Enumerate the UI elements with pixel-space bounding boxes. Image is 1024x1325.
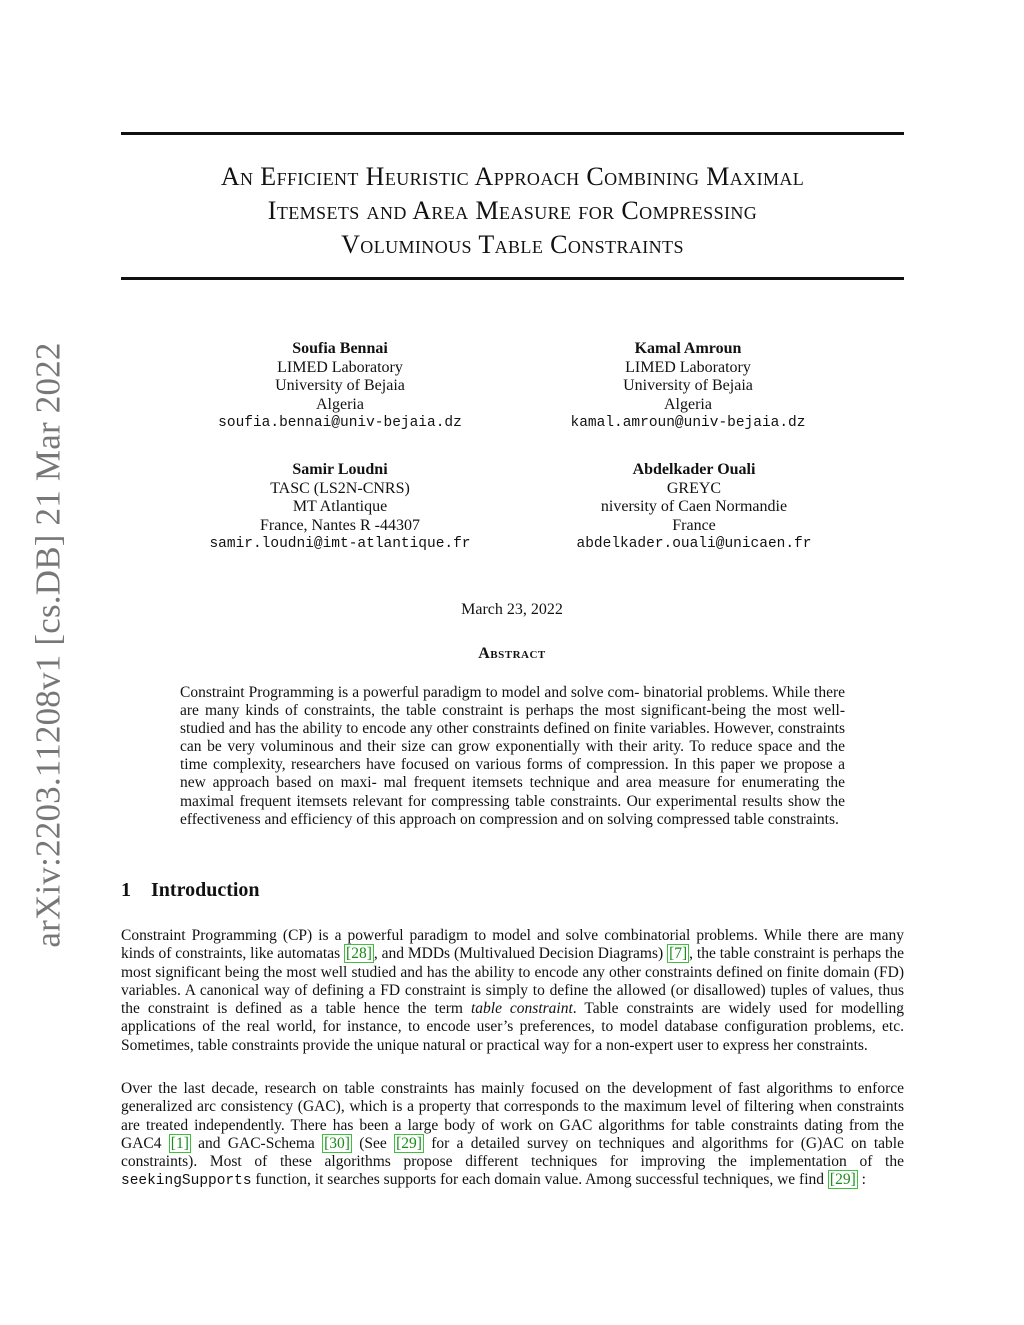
author-block — [190, 340, 490, 433]
citation-link[interactable]: [1] — [170, 1134, 189, 1152]
abstract-heading: Abstract — [478, 645, 546, 662]
author-institution: niversity of Caen Normandie — [600, 498, 788, 515]
citation-link[interactable]: [29] — [829, 1171, 856, 1189]
author-affiliation: GREYC — [666, 479, 722, 497]
author-block — [538, 340, 838, 433]
intro-paragraph-1: Constraint Programming (CP) is a powerful paradigm to model and solve combinatorial problems. While there are many kinds of constraints, like automatas [28] , and MDDs (Multivalued Decision Diagrams) [7] , the table constraint is perhaps the most significant being the most well studied and has the ability to encode any other constraints defined on finite domain (FD) variables. A canonical way of defining a FD constraint is simply to define the allowed (or disallowed) tuples of values, thus the constraint is defined as a table hence the term table constraint. Table constraints are widely used for modelling applications of the real world, for instance, to encode user’s preferences, to model database configuration problems, etc. Sometimes, table constraints provide the unique natural or practical way for a non-expert user to express her constraints. — [121, 927, 904, 1054]
section-number: 1 — [121, 879, 131, 901]
author-block — [190, 461, 490, 554]
title-line: Itemsets and Area Measure for Compressing — [267, 196, 758, 225]
author-email[interactable]: soufia.bennai@univ-bejaia.dz — [218, 415, 462, 431]
citation-link[interactable]: [28] — [346, 945, 372, 963]
author-email[interactable]: abdelkader.ouali@unicaen.fr — [576, 536, 812, 552]
author-institution: University of Bejaia — [623, 377, 753, 394]
paper-title — [121, 160, 904, 262]
author-name: Kamal Amroun — [634, 340, 742, 357]
author-location: France, Nantes R -44307 — [260, 516, 420, 534]
title-line: Voluminous Table Constraints — [341, 230, 684, 259]
author-email[interactable]: samir.loudni@imt-atlantique.fr — [209, 536, 471, 552]
publication-date: March 23, 2022 — [461, 601, 563, 618]
author-name: Abdelkader Ouali — [632, 461, 756, 478]
author-location: Algeria — [664, 395, 712, 413]
section-title: Introduction — [151, 879, 260, 901]
function-name: seekingSupports — [121, 1173, 252, 1190]
section-heading — [121, 879, 260, 902]
intro-paragraph-2: Over the last decade, research on table constraints has mainly focused on the development of fast algorithms to enforce generalized arc consistency (GAC), which is a property that corresponds to the maximum level of filtering when constraints are treated independently. There has been a large body of work on GAC algorithms for table constraints dating from the GAC4 [1] and GAC-Schema [30] (See [29] for a detailed survey on techniques and algorithms for (G)AC on table constraints). Most of these algorithms propose different techniques for improving the implementation of the seekingSupports function, it searches supports for each domain value. Among successful techniques, we find [29] : — [121, 1080, 904, 1190]
citation-link[interactable]: [7] — [669, 945, 688, 963]
citation-link[interactable]: [29] — [396, 1134, 422, 1152]
arxiv-identifier: arXiv:2203.11208v1 [cs.DB] 21 Mar 2022 — [29, 342, 68, 948]
author-email[interactable]: kamal.amroun@univ-bejaia.dz — [570, 415, 806, 431]
author-institution: MT Atlantique — [292, 498, 388, 515]
author-name: Soufia Bennai — [292, 340, 388, 357]
author-location: Algeria — [316, 395, 364, 413]
author-location: France — [672, 516, 716, 534]
title-line: An Efficient Heuristic Approach Combining Maximal — [220, 162, 805, 191]
abstract-text: Constraint Programming is a powerful paradigm to model and solve com- binatorial problems. While there are many kinds of constraints, the table constraint is perhaps the most significant-being the most well- studied and has the ability to encode any other constraints defined on finite variables. However, constraints can be very voluminous and their size can grow exponentially with their arity. To reduce space and the time complexity, researchers have focused on various forms of compression. In this paper we propose a new approach based on maxi- mal frequent itemsets technique and area measure for enumerating the maximal frequent itemsets relevant for compressing table constraints. Our experimental results show the effectiveness and efficiency of this approach on compression and on solving compressed table constraints. — [180, 684, 845, 828]
author-affiliation: TASC (LS2N-CNRS) — [270, 479, 410, 497]
citation-link[interactable]: [30] — [324, 1134, 350, 1152]
author-affiliation: LIMED Laboratory — [277, 358, 403, 376]
author-name: Samir Loudni — [292, 461, 388, 478]
author-institution: University of Bejaia — [275, 377, 405, 394]
title-rule-bottom — [121, 277, 904, 280]
author-block — [544, 461, 844, 554]
title-rule-top — [121, 132, 904, 135]
author-affiliation: LIMED Laboratory — [625, 358, 751, 376]
